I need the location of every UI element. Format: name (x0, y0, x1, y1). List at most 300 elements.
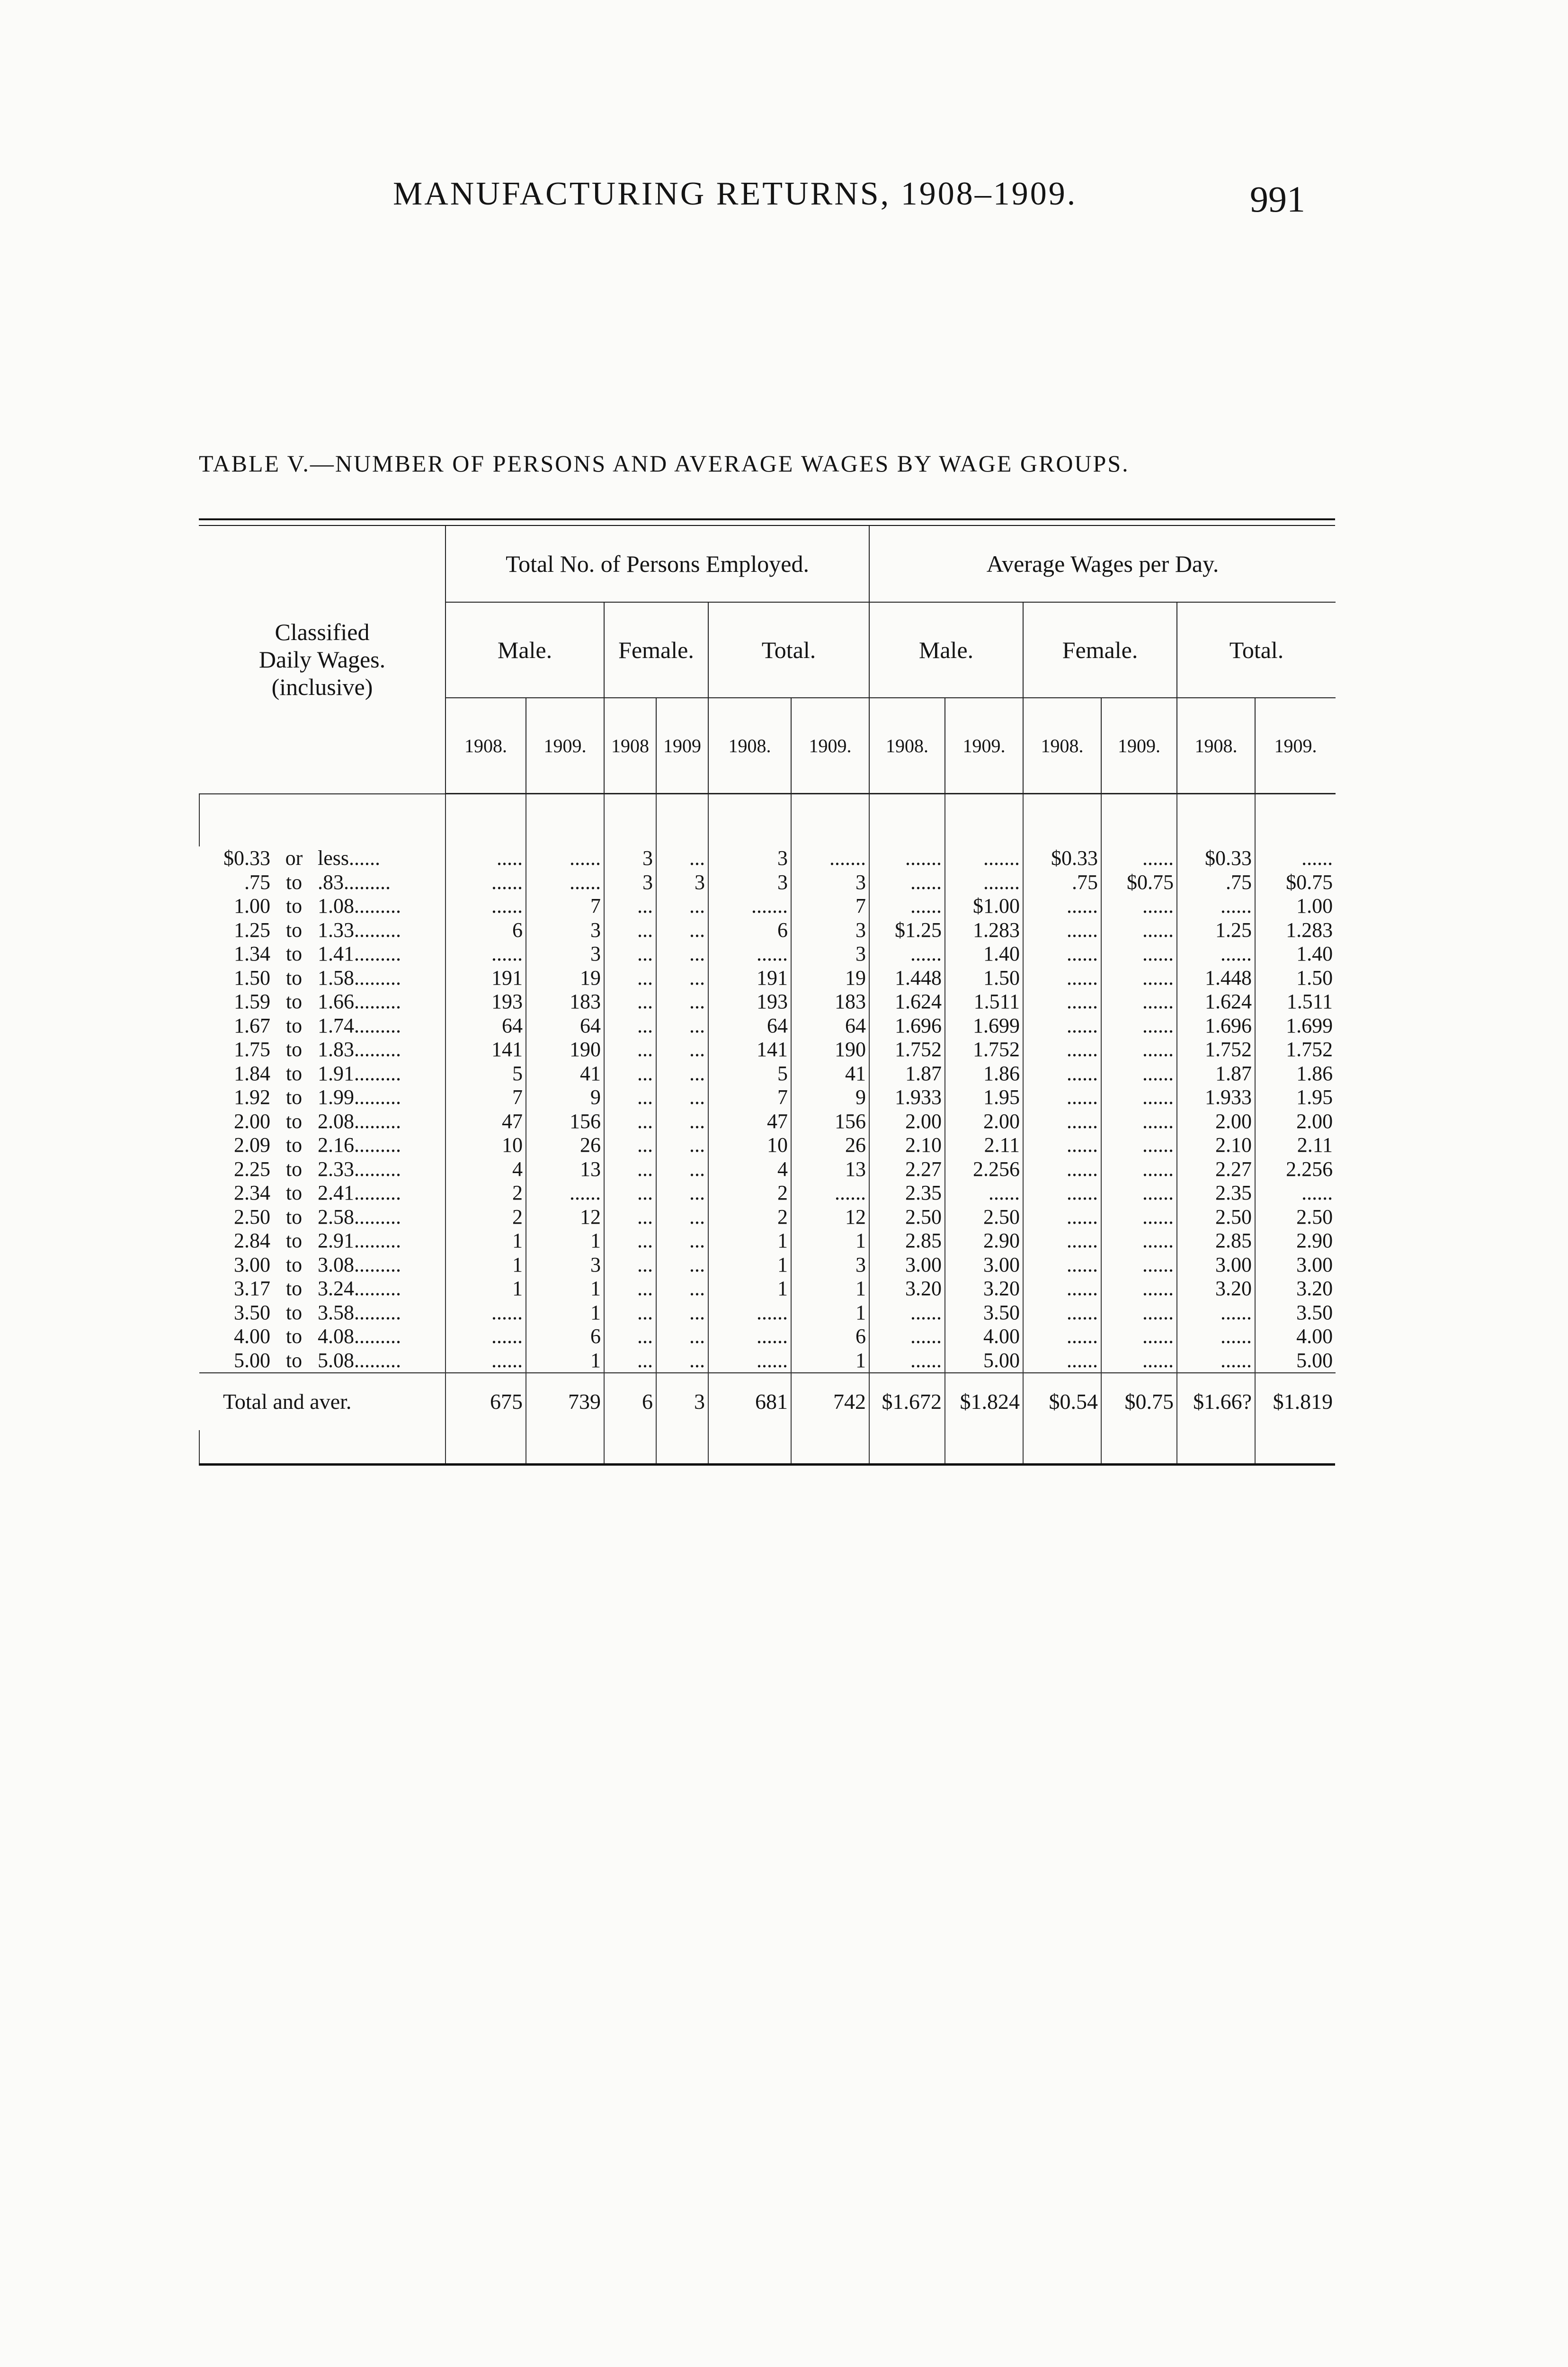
table-cell: ...... (1177, 942, 1255, 966)
table-cell: ....... (708, 894, 791, 918)
total-cell: 742 (791, 1373, 869, 1430)
table-cell: ...... (869, 871, 945, 895)
year-header: 1909. (526, 698, 604, 794)
range-low: $0.33 (223, 846, 270, 870)
total-cell: $1.66? (1177, 1373, 1255, 1430)
table-cell: 41 (526, 1062, 604, 1086)
table-cell: 1.752 (945, 1038, 1023, 1062)
table-cell: ...... (1101, 1038, 1177, 1062)
table-cell: ...... (1255, 846, 1336, 871)
table-cell: 1.448 (869, 966, 945, 990)
spacer-cell (526, 794, 604, 847)
table-cell: 1.40 (1255, 942, 1336, 966)
table-cell: 3.20 (1255, 1277, 1336, 1301)
range-low: 1.84 (234, 1061, 270, 1085)
year-header: 1908. (1023, 698, 1101, 794)
table-row (199, 1110, 1336, 1134)
table-cell: 2.50 (1255, 1205, 1336, 1229)
spacer-cell (945, 1430, 1023, 1463)
table-cell: 2.90 (945, 1229, 1023, 1253)
table-cell: $0.33 (1023, 846, 1101, 871)
range-low: 1.00 (234, 894, 270, 917)
wage-range (199, 1277, 445, 1301)
table-cell: 13 (791, 1157, 869, 1182)
wage-groups-table (199, 526, 1336, 1463)
table-cell: ...... (1101, 1014, 1177, 1038)
wage-range (199, 1301, 445, 1325)
table-cell: ... (604, 1062, 656, 1086)
table-cell: 1.283 (1255, 918, 1336, 943)
table-cell: 3 (526, 1253, 604, 1277)
table-cell: 1 (526, 1349, 604, 1373)
table-cell: ... (656, 1110, 708, 1134)
total-row (199, 1373, 1336, 1430)
table-cell: ...... (1101, 966, 1177, 990)
table-cell: 1.752 (869, 1038, 945, 1062)
sub-header: Female. (604, 602, 708, 698)
table-cell: 64 (445, 1014, 526, 1038)
range-low: 2.25 (234, 1157, 270, 1181)
wage-range (199, 894, 445, 918)
wage-range (199, 1086, 445, 1110)
range-low: 2.84 (234, 1229, 270, 1252)
page-number: 991 (1250, 178, 1305, 220)
range-high: 3.08......... (318, 1253, 401, 1276)
table-cell: ... (656, 1253, 708, 1277)
table-cell: ...... (1101, 1133, 1177, 1157)
table-cell: ...... (1101, 990, 1177, 1014)
wage-range (199, 1062, 445, 1086)
table-cell: ... (656, 1205, 708, 1229)
table-cell: 1.624 (1177, 990, 1255, 1014)
year-header: 1908. (708, 698, 791, 794)
table-cell: 193 (708, 990, 791, 1014)
range-low: .75 (244, 870, 270, 894)
table-cell: 1.95 (945, 1086, 1023, 1110)
table-cell: ... (604, 1181, 656, 1205)
table-cell: ... (604, 1301, 656, 1325)
table-cell: 2 (445, 1181, 526, 1205)
table-cell: 19 (791, 966, 869, 990)
wage-range (199, 846, 445, 871)
table-cell: 26 (526, 1133, 604, 1157)
table-cell: .75 (1177, 871, 1255, 895)
table-cell: 19 (526, 966, 604, 990)
table-cell: 1.86 (945, 1062, 1023, 1086)
range-high: 1.99......... (318, 1086, 401, 1109)
table-cell: 64 (791, 1014, 869, 1038)
table-cell: ... (604, 1253, 656, 1277)
table-cell: $0.75 (1255, 871, 1336, 895)
range-to: to (285, 1014, 303, 1037)
table-cell: 2.90 (1255, 1229, 1336, 1253)
table-cell: ...... (445, 871, 526, 895)
table-cell: 1 (791, 1349, 869, 1373)
top-double-rule (199, 518, 1335, 526)
range-to: to (285, 1133, 303, 1157)
year-header: 1908 (604, 698, 656, 794)
table-row (199, 1301, 1336, 1325)
table-cell: 1 (526, 1301, 604, 1325)
table-cell: 26 (791, 1133, 869, 1157)
sub-header: Female. (1023, 602, 1177, 698)
table-cell: 6 (445, 918, 526, 943)
spacer-cell (869, 794, 945, 847)
range-high: 2.08......... (318, 1109, 401, 1133)
table-cell: 13 (526, 1157, 604, 1182)
table-cell: ...... (445, 942, 526, 966)
range-to: to (285, 1325, 303, 1348)
range-high: 2.58......... (318, 1205, 401, 1228)
table-cell: 1.87 (869, 1062, 945, 1086)
table-cell: 2 (445, 1205, 526, 1229)
table-cell: 2.10 (869, 1133, 945, 1157)
table-body (199, 794, 1336, 1464)
wage-range (199, 1205, 445, 1229)
table-cell: 1 (445, 1253, 526, 1277)
table-cell: ... (604, 1325, 656, 1349)
table-cell: 183 (526, 990, 604, 1014)
table-cell: ...... (1177, 1349, 1255, 1373)
table-cell: ...... (1177, 1325, 1255, 1349)
spacer-cell (526, 1430, 604, 1463)
range-low: 2.50 (234, 1205, 270, 1228)
spacer-cell (1101, 1430, 1177, 1463)
table-cell: ...... (1023, 1110, 1101, 1134)
range-to: to (285, 990, 303, 1013)
total-label: Total and aver. (199, 1373, 445, 1430)
table-cell: 3.20 (869, 1277, 945, 1301)
table-row (199, 894, 1336, 918)
table-row (199, 942, 1336, 966)
wage-range (199, 1181, 445, 1205)
table-cell: ...... (708, 1349, 791, 1373)
spacer-cell (199, 794, 445, 847)
table-cell: ...... (1101, 1181, 1177, 1205)
range-high: .83......... (318, 870, 391, 894)
year-header: 1908. (445, 698, 526, 794)
table-cell: ...... (1023, 1205, 1101, 1229)
table-cell: 7 (445, 1086, 526, 1110)
table-cell: 1.25 (1177, 918, 1255, 943)
spacer-cell (1101, 794, 1177, 847)
stub-header (199, 526, 445, 794)
table-cell: $1.25 (869, 918, 945, 943)
table-cell: 1.448 (1177, 966, 1255, 990)
table-cell: $0.33 (1177, 846, 1255, 871)
table-cell: 9 (791, 1086, 869, 1110)
after-row (199, 1430, 1336, 1463)
range-to: to (285, 894, 303, 917)
table-cell: 3.00 (1255, 1253, 1336, 1277)
table-cell: 3 (604, 846, 656, 871)
table-cell: 10 (708, 1133, 791, 1157)
table-row (199, 1349, 1336, 1373)
table-row (199, 1086, 1336, 1110)
table-cell: 1 (526, 1229, 604, 1253)
table-cell: ...... (708, 1301, 791, 1325)
table-cell: 1.752 (1177, 1038, 1255, 1062)
table-cell: 10 (445, 1133, 526, 1157)
table-cell: 3 (526, 942, 604, 966)
wage-range (199, 1349, 445, 1373)
table-row (199, 846, 1336, 871)
table-cell: 9 (526, 1086, 604, 1110)
total-cell: $1.824 (945, 1373, 1023, 1430)
table-cell: 2.85 (869, 1229, 945, 1253)
table-cell: ...... (1255, 1181, 1336, 1205)
spacer-cell (791, 1430, 869, 1463)
table-cell: ... (604, 1229, 656, 1253)
spacer-cell (791, 794, 869, 847)
table-cell: ...... (526, 871, 604, 895)
table-cell: ... (604, 1014, 656, 1038)
wage-range (199, 871, 445, 895)
table-cell: 141 (445, 1038, 526, 1062)
table-cell: ...... (1101, 1277, 1177, 1301)
range-low: 3.00 (234, 1253, 270, 1276)
table-cell: ... (656, 1277, 708, 1301)
stub-header-line-1: Classified (275, 619, 370, 646)
year-header: 1909. (945, 698, 1023, 794)
table-cell: ...... (1101, 1205, 1177, 1229)
range-to: to (285, 1061, 303, 1085)
wage-range (199, 966, 445, 990)
table-cell: ...... (869, 942, 945, 966)
stub-header-line-3: (inclusive) (271, 674, 373, 701)
table-cell: 2.27 (869, 1157, 945, 1182)
table-cell: 3 (604, 871, 656, 895)
table-cell: ... (656, 1181, 708, 1205)
table-row (199, 1277, 1336, 1301)
table-cell: ...... (1023, 1229, 1101, 1253)
sub-header: Male. (869, 602, 1023, 698)
table-cell: ..... (445, 846, 526, 871)
table-cell: 2.256 (945, 1157, 1023, 1182)
table-cell: 3 (526, 918, 604, 943)
table-cell: 3.00 (869, 1253, 945, 1277)
table-cell: ...... (1023, 1277, 1101, 1301)
spacer-cell (445, 794, 526, 847)
table-cell: ...... (1023, 1062, 1101, 1086)
total-cell: 3 (656, 1373, 708, 1430)
table-cell: 2.11 (1255, 1133, 1336, 1157)
spacer-cell (1023, 794, 1101, 847)
spacer-cell (1255, 794, 1336, 847)
table-cell: 3.50 (1255, 1301, 1336, 1325)
range-high: 2.91......... (318, 1229, 401, 1252)
table-cell: 4 (708, 1157, 791, 1182)
table-cell: 1.699 (945, 1014, 1023, 1038)
table-cell: ...... (1101, 1349, 1177, 1373)
table-cell: 1.00 (1255, 894, 1336, 918)
spacer-cell (1023, 1430, 1101, 1463)
table-cell: .75 (1023, 871, 1101, 895)
table-row (199, 966, 1336, 990)
table-cell: 1.933 (1177, 1086, 1255, 1110)
table-title: TABLE V.—NUMBER OF PERSONS AND AVERAGE WAGES BY WAGE GROUPS. (199, 450, 1130, 477)
table-cell: 190 (791, 1038, 869, 1062)
bottom-rule (199, 1463, 1335, 1466)
table-cell: 2.256 (1255, 1157, 1336, 1182)
table-cell: ... (604, 1086, 656, 1110)
table-row (199, 1062, 1336, 1086)
table-cell: 1 (708, 1229, 791, 1253)
table-cell: 1 (445, 1229, 526, 1253)
table-cell: ... (656, 1014, 708, 1038)
year-header: 1908. (869, 698, 945, 794)
table-cell: 7 (791, 894, 869, 918)
table-cell: ... (604, 894, 656, 918)
table-cell: ...... (1101, 942, 1177, 966)
table-cell: 1.933 (869, 1086, 945, 1110)
table-cell: 12 (526, 1205, 604, 1229)
range-high: 4.08......... (318, 1325, 401, 1348)
table-cell: 1 (791, 1301, 869, 1325)
table-cell: ... (656, 894, 708, 918)
table-row (199, 918, 1336, 943)
group-header-wages: Average Wages per Day. (869, 526, 1336, 602)
table-cell: 5.00 (945, 1349, 1023, 1373)
range-high: 5.08......... (318, 1348, 401, 1372)
table-cell: 3 (791, 918, 869, 943)
table-cell: 190 (526, 1038, 604, 1062)
range-low: 3.17 (234, 1277, 270, 1300)
spacer-cell (869, 1430, 945, 1463)
table-cell: 4.00 (1255, 1325, 1336, 1349)
table-cell: $0.75 (1101, 871, 1177, 895)
wage-range (199, 1229, 445, 1253)
table-cell: 2.50 (945, 1205, 1023, 1229)
table-cell: ...... (1101, 1157, 1177, 1182)
table-cell: ... (656, 1301, 708, 1325)
table-row (199, 1038, 1336, 1062)
table-cell: ... (656, 1086, 708, 1110)
table-cell: 2.10 (1177, 1133, 1255, 1157)
range-high: 1.66......... (318, 990, 401, 1013)
wage-range (199, 1014, 445, 1038)
table-cell: 47 (445, 1110, 526, 1134)
table-cell: 1.95 (1255, 1086, 1336, 1110)
table-cell: 156 (791, 1110, 869, 1134)
sub-header: Total. (1177, 602, 1336, 698)
table-cell: 1 (791, 1277, 869, 1301)
table-cell: 3.20 (945, 1277, 1023, 1301)
table-cell: ...... (1023, 1181, 1101, 1205)
table-cell: ...... (1023, 1253, 1101, 1277)
wage-range (199, 1038, 445, 1062)
table-cell: ...... (708, 1325, 791, 1349)
spacer-cell (708, 794, 791, 847)
table-cell: ...... (445, 894, 526, 918)
range-to: to (285, 918, 303, 942)
wage-table-container (199, 518, 1335, 1466)
range-high: 1.91......... (318, 1061, 401, 1085)
table-row (199, 1229, 1336, 1253)
group-header-persons: Total No. of Persons Employed. (445, 526, 869, 602)
range-high: 1.08......... (318, 894, 401, 917)
table-cell: ... (656, 966, 708, 990)
table-cell: ...... (1023, 918, 1101, 943)
table-cell: ....... (945, 846, 1023, 871)
range-low: 1.59 (234, 990, 270, 1013)
table-cell: ...... (1101, 1110, 1177, 1134)
range-low: 2.00 (234, 1109, 270, 1133)
range-to: to (285, 1205, 303, 1228)
table-row (199, 1181, 1336, 1205)
table-cell: 191 (445, 966, 526, 990)
table-cell: ...... (1023, 966, 1101, 990)
page-header (0, 175, 1568, 232)
table-cell: ... (604, 1110, 656, 1134)
year-header: 1909. (1255, 698, 1336, 794)
table-cell: 1.696 (869, 1014, 945, 1038)
table-cell: 2.00 (869, 1110, 945, 1134)
range-low: 4.00 (234, 1325, 270, 1348)
table-cell: ... (604, 1157, 656, 1182)
table-cell: ... (604, 1038, 656, 1062)
table-cell: 3.20 (1177, 1277, 1255, 1301)
table-cell: 47 (708, 1110, 791, 1134)
table-cell: 1.50 (1255, 966, 1336, 990)
total-cell: 6 (604, 1373, 656, 1430)
wage-range (199, 990, 445, 1014)
table-cell: 183 (791, 990, 869, 1014)
table-cell: ... (656, 846, 708, 871)
table-cell: 2.00 (1177, 1110, 1255, 1134)
year-header: 1908. (1177, 698, 1255, 794)
table-cell: 1.511 (945, 990, 1023, 1014)
table-cell: ...... (1023, 1086, 1101, 1110)
running-title: MANUFACTURING RETURNS, 1908–1909. (393, 176, 1078, 212)
table-cell: 1 (445, 1277, 526, 1301)
year-header: 1909. (1101, 698, 1177, 794)
table-cell: 3.00 (945, 1253, 1023, 1277)
range-to: to (285, 1300, 303, 1324)
year-header: 1909. (791, 698, 869, 794)
table-row (199, 1014, 1336, 1038)
table-cell: 1.283 (945, 918, 1023, 943)
table-cell: ...... (1101, 846, 1177, 871)
range-to: to (285, 1157, 303, 1181)
stub-header-line-2: Daily Wages. (258, 646, 386, 673)
table-cell: 3 (656, 871, 708, 895)
table-row (199, 1205, 1336, 1229)
range-low: 1.75 (234, 1038, 270, 1061)
range-to: to (285, 1109, 303, 1133)
spacer-cell (1177, 1430, 1255, 1463)
table-cell: 1.624 (869, 990, 945, 1014)
range-to: to (285, 1253, 303, 1276)
table-cell: 1 (708, 1277, 791, 1301)
range-high: 1.33......... (318, 918, 401, 942)
wage-range (199, 1253, 445, 1277)
table-cell: ...... (1177, 894, 1255, 918)
range-low: 1.50 (234, 966, 270, 989)
table-cell: 4 (445, 1157, 526, 1182)
range-high: 2.16......... (318, 1133, 401, 1157)
table-cell: 64 (708, 1014, 791, 1038)
table-cell: 1.511 (1255, 990, 1336, 1014)
table-cell: 5 (708, 1062, 791, 1086)
table-row (199, 1133, 1336, 1157)
table-cell: ... (604, 1349, 656, 1373)
total-cell: $0.54 (1023, 1373, 1101, 1430)
table-cell: 1.50 (945, 966, 1023, 990)
table-cell: 3.50 (945, 1301, 1023, 1325)
table-cell: ...... (1101, 918, 1177, 943)
table-cell: 7 (708, 1086, 791, 1110)
